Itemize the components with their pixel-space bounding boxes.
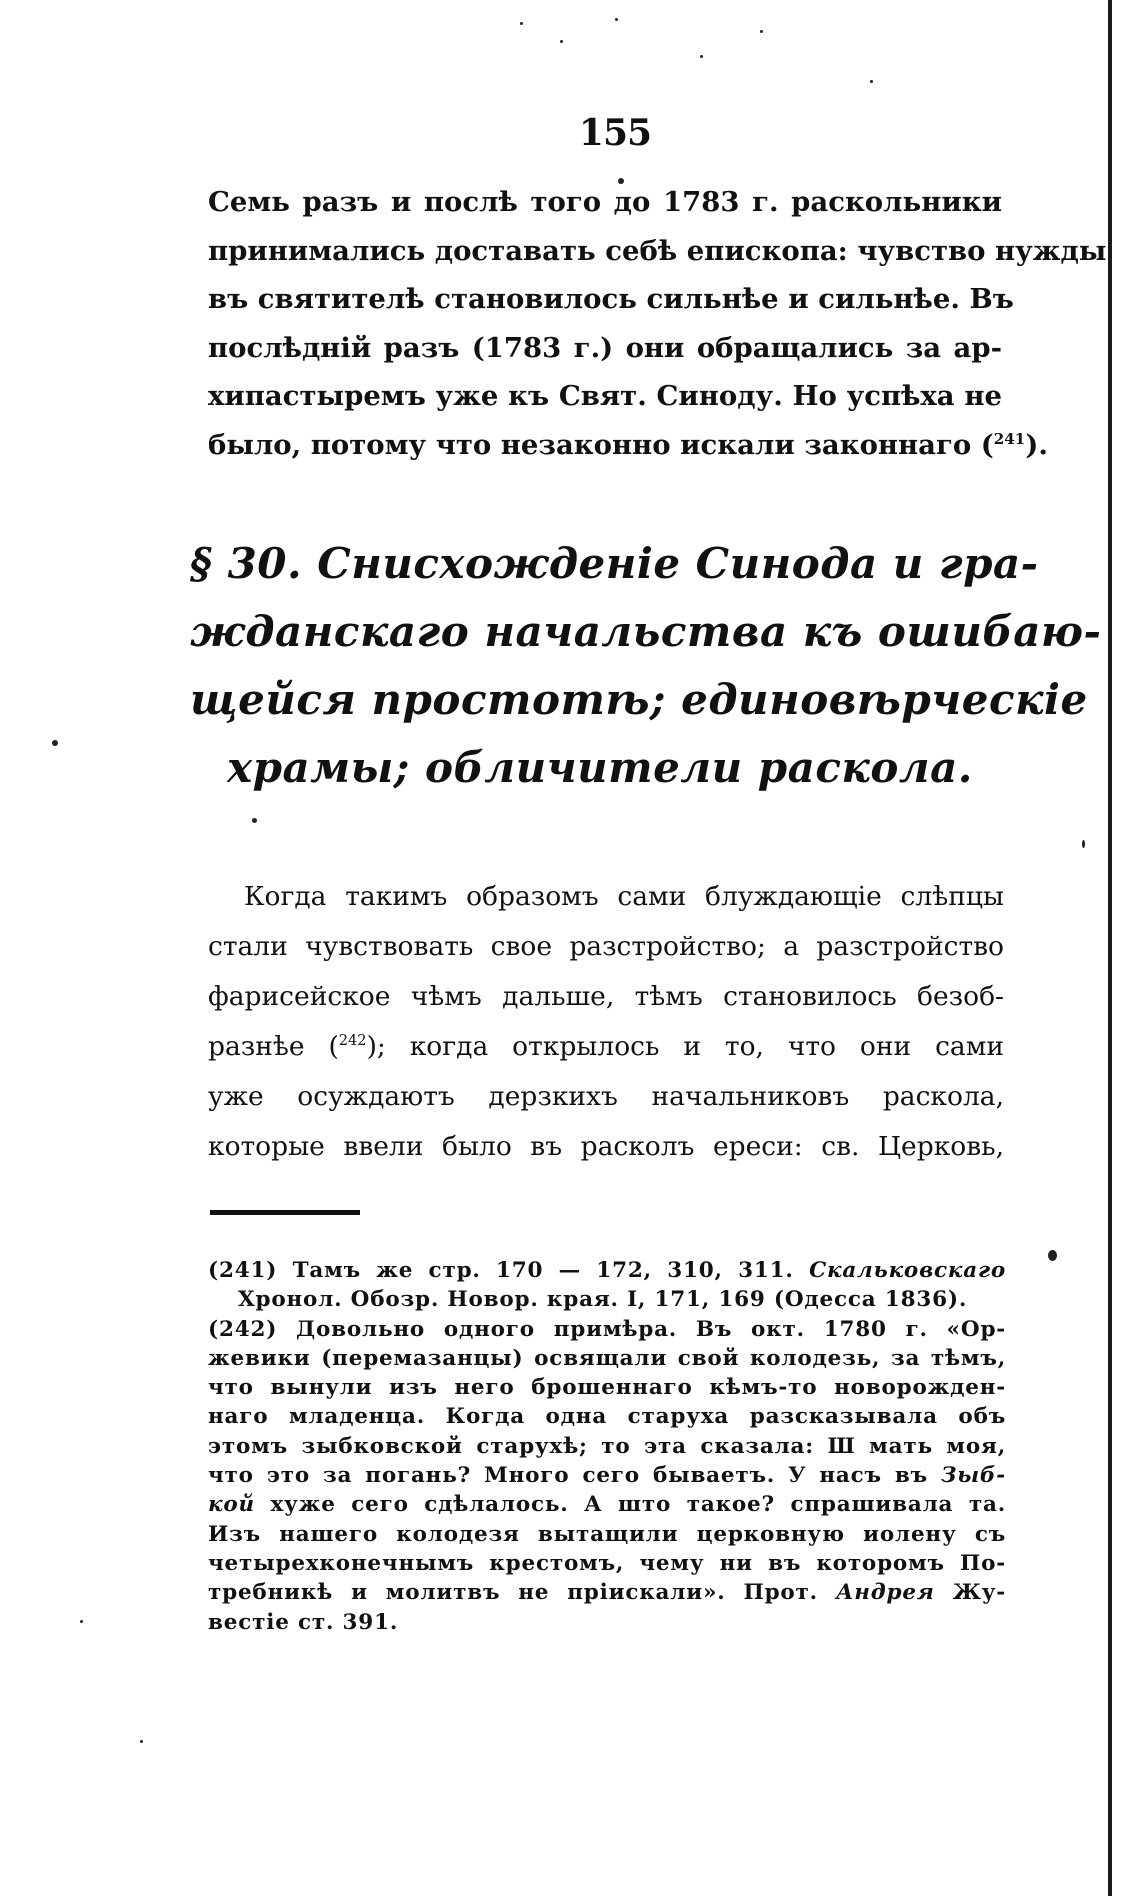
text-run: было, потому что незаконно искали законнаго ( <box>208 428 994 461</box>
scan-speck <box>700 55 703 58</box>
italic-run: Андрея <box>835 1580 935 1606</box>
text-run: хуже сего сдѣлалось. А што такое? спрашивала та. <box>270 1492 1006 1518</box>
section-heading <box>190 530 1102 802</box>
scan-speck <box>52 740 58 746</box>
footnote-line: вестiе ст. 391. <box>208 1609 399 1635</box>
footnote-line: четырехконечнымъ крестомъ, чему ни въ которомъ По- <box>208 1550 1006 1576</box>
footnotes <box>208 1256 1006 1637</box>
text-run: требникѣ и молитвъ не прiискали». Прот. <box>208 1580 818 1606</box>
footnote-line: наго младенца. Когда одна старуха разсказывала объ <box>208 1404 1006 1430</box>
scan-speck <box>1082 840 1085 848</box>
heading-line: жданскаго начальства къ ошибаю- <box>190 607 1102 656</box>
footnote-line: Изъ нашего колодезя вытащили церковную иолену съ <box>208 1521 1006 1547</box>
scan-speck <box>140 1740 143 1743</box>
text-line: хипастыремъ уже къ Свят. Синоду. Но успѣха не <box>208 380 1002 413</box>
text-line: принимались доставать себѣ епископа: чувство нужды <box>208 234 1107 267</box>
text-line: фарисейское чѣмъ дальше, тѣмъ становилось безоб- <box>208 981 1004 1012</box>
italic-run: Зыб- <box>940 1463 1006 1489</box>
text-run: (241) Тамъ же стр. 170 — 172, 310, 311. <box>208 1258 794 1283</box>
body-paragraph-2 <box>208 872 1004 1172</box>
scan-speck <box>615 18 618 21</box>
italic-run: кой <box>208 1492 255 1518</box>
footnote-241 <box>208 1256 1006 1315</box>
footnote-line: (242) Довольно одного примѣра. Въ окт. 1780 г. «Ор- <box>208 1316 1006 1342</box>
italic-run: Скальковскаго <box>809 1258 1006 1283</box>
heading-line: § 30. Снисхожденiе Синода и гра- <box>190 539 1039 588</box>
text-run: ). <box>1025 428 1048 461</box>
text-run: разнѣе ( <box>208 1031 339 1062</box>
footnote-line <box>208 1461 1006 1490</box>
footnote-242 <box>208 1315 1006 1637</box>
text-run: Жу- <box>952 1580 1006 1606</box>
text-line: Когда такимъ образомъ сами блуждающiе слѣпцы <box>244 881 1004 912</box>
text-line: послѣднiй разъ (1783 г.) они обращались за ар- <box>208 331 1002 364</box>
footnote-separator <box>210 1210 360 1215</box>
text-line: которые ввели было въ расколъ ереси: св. Церковь, <box>208 1131 1004 1162</box>
scan-speck <box>870 80 873 83</box>
footnote-line: этомъ зыбковской старухѣ; то эта сказала: Ш мать моя, <box>208 1433 1006 1459</box>
text-run: ); когда открылось и то, что они сами <box>366 1031 1004 1062</box>
footnote-line: что вынули изъ него брошеннаго кѣмъ-то новорожден- <box>208 1375 1006 1401</box>
body-paragraph-1 <box>208 178 1107 470</box>
scan-speck <box>1048 1250 1057 1261</box>
scan-speck <box>760 30 763 33</box>
footnote-ref-241[interactable]: 241 <box>993 429 1026 448</box>
footnote-line: Хронол. Обозр. Новор. края. I, 171, 169 (Одесса 1836). <box>238 1287 968 1313</box>
page-number: 155 <box>578 112 652 154</box>
text-line: въ святителѣ становилось сильнѣе и сильнѣе. Въ <box>208 283 1014 316</box>
footnote-line <box>208 1256 1006 1285</box>
footnote-line <box>208 1490 1006 1519</box>
scan-speck <box>560 40 563 43</box>
scan-speck <box>252 818 257 823</box>
heading-line: щейся простотѣ; единовѣрческiе <box>190 675 1088 724</box>
text-line: стали чувствовать свое разстройство; а разстройство <box>208 931 1004 962</box>
heading-line: храмы; обличители раскола. <box>227 743 973 792</box>
text-line <box>208 421 1048 470</box>
scan-speck <box>520 22 523 25</box>
scan-speck <box>80 1620 83 1623</box>
text-line: Семь разъ и послѣ того до 1783 г. раскольники <box>208 186 1002 218</box>
text-run: что это за погань? Много сего бываетъ. У насъ въ <box>208 1463 928 1489</box>
footnote-line <box>208 1578 1006 1607</box>
text-line: уже осуждаютъ дерзкихъ начальниковъ раскола, <box>208 1081 1004 1112</box>
footnote-ref-242[interactable]: 242 <box>338 1032 367 1050</box>
scan-edge-line <box>1108 0 1112 1896</box>
footnote-line: жевики (перемазанцы) освящали свой колодезь, за тѣмъ, <box>208 1345 1006 1371</box>
text-line <box>208 1022 1004 1072</box>
